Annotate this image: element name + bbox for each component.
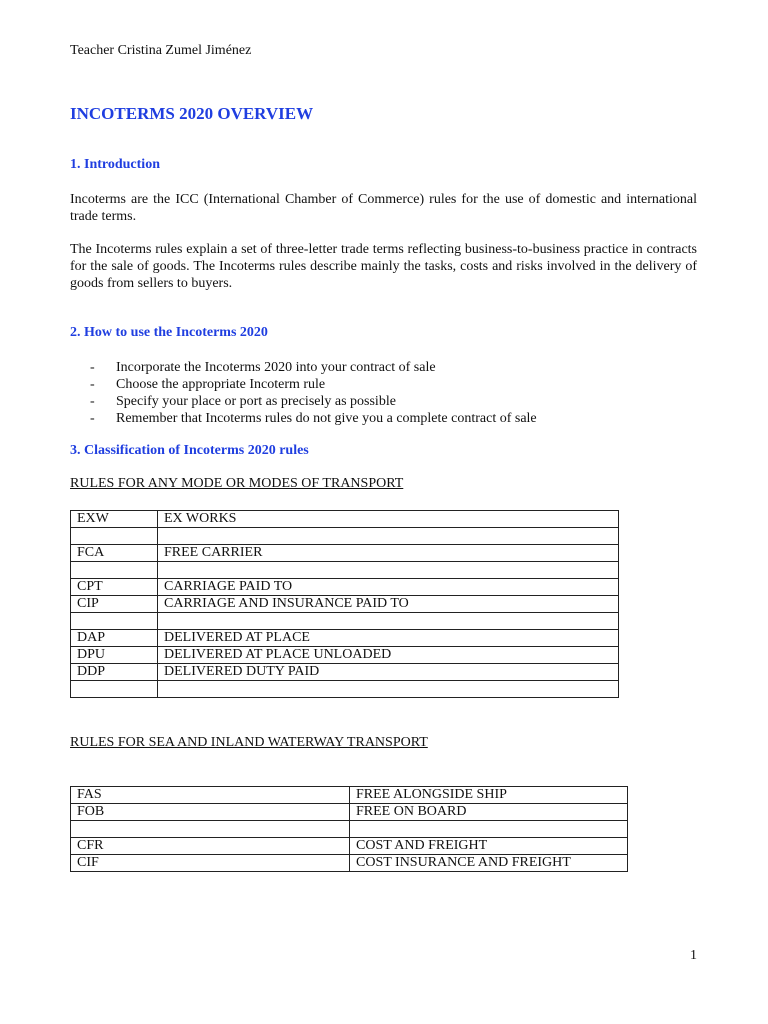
- any-mode-subheading: RULES FOR ANY MODE OR MODES OF TRANSPORT: [70, 476, 404, 491]
- incoterm-name: CARRIAGE AND INSURANCE PAID TO: [158, 596, 619, 613]
- section-heading-how-to-use: 2. How to use the Incoterms 2020: [70, 325, 268, 340]
- table-row: [71, 545, 619, 562]
- table-row: [71, 787, 628, 804]
- intro-paragraph-2: The Incoterms rules explain a set of three-letter trade terms reflecting business-to-business practice in contracts for the sale of goods. The Incoterms rules describe mainly the tasks, costs and risks involved in the delivery of goods from sellers to buyers.: [70, 242, 697, 291]
- table-row: [71, 562, 619, 579]
- incoterm-name: DELIVERED DUTY PAID: [158, 664, 619, 681]
- table-row: [71, 664, 619, 681]
- table-row: [71, 630, 619, 647]
- document-title: INCOTERMS 2020 OVERVIEW: [70, 104, 314, 123]
- list-item: - Choose the appropriate Incoterm rule: [90, 377, 326, 392]
- incoterm-code: DAP: [71, 630, 158, 647]
- table-row: [71, 804, 628, 821]
- incoterm-name: FREE CARRIER: [158, 545, 619, 562]
- incoterm-code: DPU: [71, 647, 158, 664]
- table-row: [71, 579, 619, 596]
- table-row: [71, 613, 619, 630]
- incoterm-name: COST INSURANCE AND FREIGHT: [350, 855, 628, 872]
- table-row: [71, 855, 628, 872]
- intro-paragraph-1: Incoterms are the ICC (International Chamber of Commerce) rules for the use of domestic and international trade terms.: [70, 192, 697, 224]
- table-row: [71, 647, 619, 664]
- incoterm-name: [350, 821, 628, 838]
- table-row: [71, 511, 619, 528]
- table-row: [71, 821, 628, 838]
- section-heading-introduction: 1. Introduction: [70, 157, 160, 172]
- section-heading-classification: 3. Classification of Incoterms 2020 rules: [70, 443, 309, 458]
- incoterm-code: EXW: [71, 511, 158, 528]
- incoterm-code: FOB: [71, 804, 350, 821]
- table-row: [71, 528, 619, 545]
- incoterm-name: [158, 681, 619, 698]
- incoterm-code: CIF: [71, 855, 350, 872]
- page-number: 1: [690, 948, 697, 963]
- any-mode-rules-table: [70, 510, 619, 698]
- incoterm-code: [71, 528, 158, 545]
- table-row: [71, 681, 619, 698]
- incoterm-code: DDP: [71, 664, 158, 681]
- incoterm-code: FCA: [71, 545, 158, 562]
- incoterm-name: DELIVERED AT PLACE: [158, 630, 619, 647]
- incoterm-code: [71, 562, 158, 579]
- table-row: [71, 838, 628, 855]
- list-item: - Specify your place or port as precisely as possible: [90, 394, 396, 409]
- incoterm-code: CFR: [71, 838, 350, 855]
- sea-mode-subheading: RULES FOR SEA AND INLAND WATERWAY TRANSPORT: [70, 735, 428, 750]
- incoterm-name: DELIVERED AT PLACE UNLOADED: [158, 647, 619, 664]
- incoterm-code: CPT: [71, 579, 158, 596]
- incoterm-name: EX WORKS: [158, 511, 619, 528]
- incoterm-name: [158, 562, 619, 579]
- incoterm-name: FREE ON BOARD: [350, 804, 628, 821]
- list-item: - Remember that Incoterms rules do not give you a complete contract of sale: [90, 411, 537, 426]
- incoterm-code: FAS: [71, 787, 350, 804]
- list-item: - Incorporate the Incoterms 2020 into your contract of sale: [90, 360, 436, 375]
- page-header: Teacher Cristina Zumel Jiménez: [70, 43, 252, 58]
- incoterm-name: [158, 528, 619, 545]
- incoterm-name: FREE ALONGSIDE SHIP: [350, 787, 628, 804]
- sea-mode-rules-table: [70, 786, 628, 872]
- incoterm-name: [158, 613, 619, 630]
- incoterm-code: CIP: [71, 596, 158, 613]
- incoterm-name: COST AND FREIGHT: [350, 838, 628, 855]
- incoterm-name: CARRIAGE PAID TO: [158, 579, 619, 596]
- incoterm-code: [71, 821, 350, 838]
- how-to-use-list: [90, 359, 537, 427]
- incoterm-code: [71, 613, 158, 630]
- incoterm-code: [71, 681, 158, 698]
- table-row: [71, 596, 619, 613]
